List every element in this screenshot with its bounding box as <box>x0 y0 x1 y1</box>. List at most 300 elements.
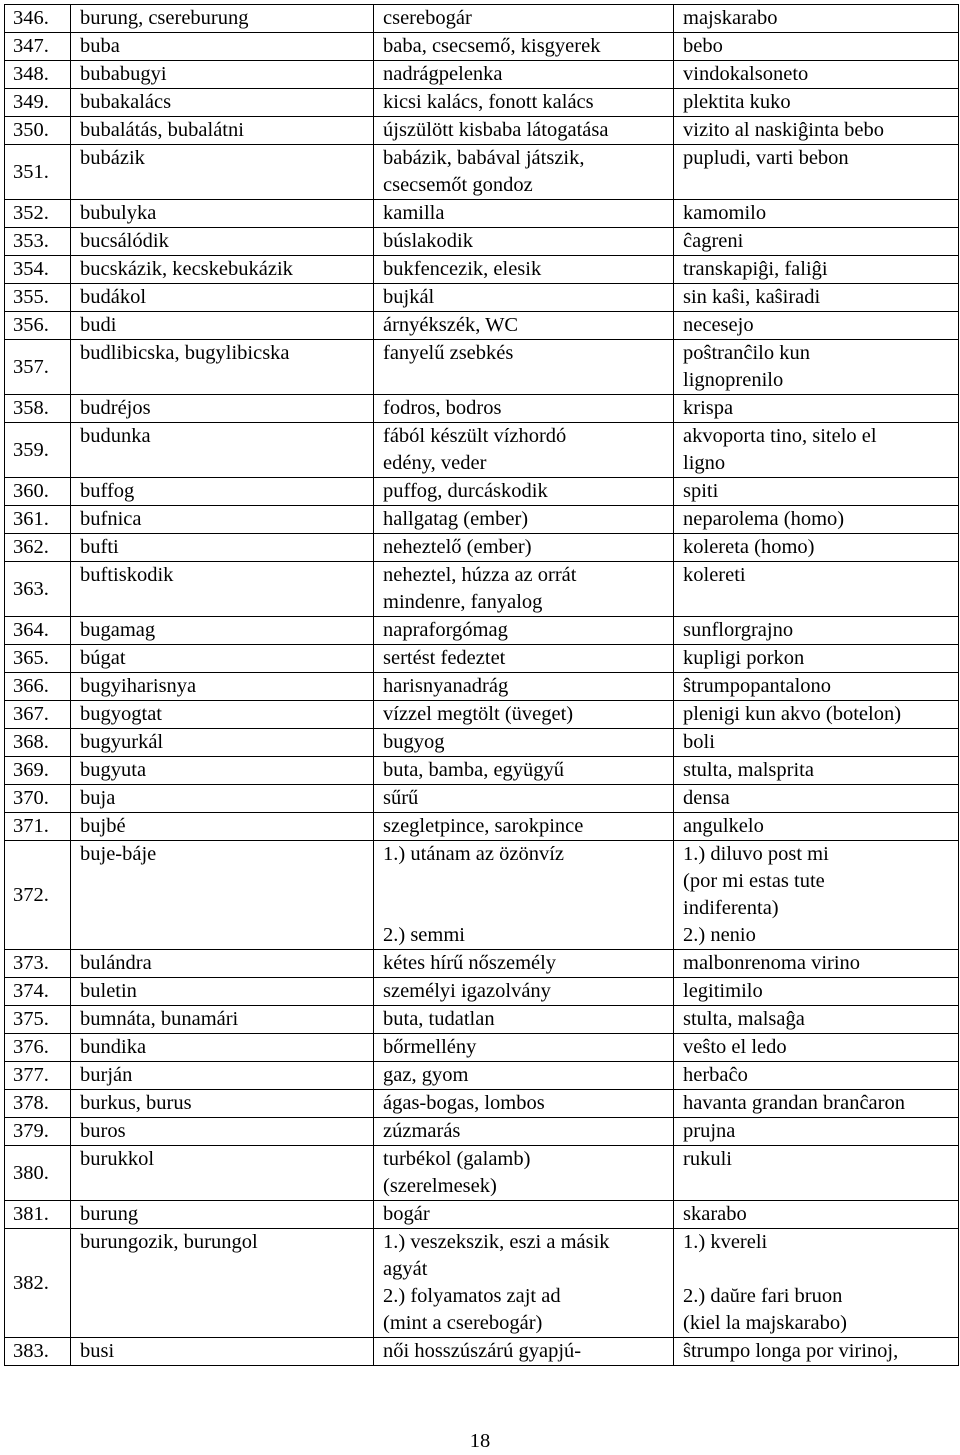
esperanto-translation-line: pupludi, varti bebon <box>683 147 849 169</box>
esperanto-translation-cell <box>674 757 959 785</box>
esperanto-translation-line: kolereti <box>683 564 746 586</box>
entry-word-line: bugyurkál <box>80 731 164 753</box>
esperanto-translation-cell <box>674 478 959 506</box>
table-row <box>5 395 959 423</box>
hungarian-meaning-line: harisnyanadrág <box>383 675 509 697</box>
esperanto-translation-cell <box>674 89 959 117</box>
entry-number: 381. <box>5 1201 71 1229</box>
table-row <box>5 1006 959 1034</box>
hungarian-meaning-line: bukfencezik, elesik <box>383 258 542 280</box>
hungarian-meaning-line: neheztelő (ember) <box>383 536 532 558</box>
entry-word-cell <box>71 701 374 729</box>
entry-word-line: bulándra <box>80 952 152 974</box>
hungarian-meaning-cell <box>374 312 674 340</box>
esperanto-translation-line: boli <box>683 731 715 753</box>
esperanto-translation-line: stulta, malsaĝa <box>683 1008 805 1030</box>
hungarian-meaning-line: kicsi kalács, fonott kalács <box>383 91 594 113</box>
esperanto-translation-line: densa <box>683 787 730 809</box>
hungarian-meaning-cell <box>374 978 674 1006</box>
entry-word-line: bubulyka <box>80 202 157 224</box>
entry-word-cell <box>71 534 374 562</box>
esperanto-translation-line: 2.) nenio <box>683 924 756 946</box>
table-row <box>5 312 959 340</box>
hungarian-meaning-line: bőrmellény <box>383 1036 477 1058</box>
entry-word-cell <box>71 673 374 701</box>
entry-number: 354. <box>5 256 71 284</box>
hungarian-meaning-cell <box>374 506 674 534</box>
esperanto-translation-cell <box>674 950 959 978</box>
esperanto-translation-cell <box>674 562 959 617</box>
esperanto-translation-cell <box>674 841 959 950</box>
esperanto-translation-cell <box>674 423 959 478</box>
entry-number: 374. <box>5 978 71 1006</box>
table-row <box>5 340 959 395</box>
entry-number: 347. <box>5 33 71 61</box>
entry-word-cell <box>71 284 374 312</box>
hungarian-meaning-cell <box>374 1229 674 1338</box>
esperanto-translation-line: sin kaŝi, kaŝiradi <box>683 286 821 308</box>
table-row <box>5 228 959 256</box>
entry-word-line: bubázik <box>80 147 145 169</box>
entry-number: 350. <box>5 117 71 145</box>
esperanto-translation-line: kolereta (homo) <box>683 536 815 558</box>
esperanto-translation-cell <box>674 1090 959 1118</box>
entry-number: 356. <box>5 312 71 340</box>
esperanto-translation-line: 1.) diluvo post mi <box>683 843 829 865</box>
hungarian-meaning-cell <box>374 61 674 89</box>
table-row <box>5 617 959 645</box>
hungarian-meaning-line: 1.) utánam az özönvíz <box>383 843 565 865</box>
table-row <box>5 284 959 312</box>
esperanto-translation-cell <box>674 1118 959 1146</box>
hungarian-meaning-line: puffog, durcáskodik <box>383 480 548 502</box>
entry-word-line: burungozik, burungol <box>80 1231 258 1253</box>
table-row <box>5 978 959 1006</box>
esperanto-translation-cell <box>674 340 959 395</box>
hungarian-meaning-line: mindenre, fanyalog <box>383 591 543 613</box>
entry-word-line: bumnáta, bunamári <box>80 1008 239 1030</box>
esperanto-translation-line: prujna <box>683 1120 736 1142</box>
entry-number: 349. <box>5 89 71 117</box>
table-row <box>5 534 959 562</box>
entry-word-cell <box>71 1229 374 1338</box>
dictionary-table-body <box>5 5 959 1366</box>
entry-word-line: busi <box>80 1340 115 1362</box>
table-row <box>5 478 959 506</box>
entry-number: 371. <box>5 813 71 841</box>
hungarian-meaning-line: bujkál <box>383 286 435 308</box>
entry-word-cell <box>71 950 374 978</box>
entry-number: 355. <box>5 284 71 312</box>
hungarian-meaning-cell <box>374 841 674 950</box>
entry-number: 364. <box>5 617 71 645</box>
hungarian-meaning-line: fából készült vízhordó <box>383 425 567 447</box>
esperanto-translation-line: angulkelo <box>683 815 764 837</box>
hungarian-meaning-line: csecsemőt gondoz <box>383 174 533 196</box>
entry-word-cell <box>71 1118 374 1146</box>
esperanto-translation-line: neparolema (homo) <box>683 508 845 530</box>
esperanto-translation-cell <box>674 33 959 61</box>
esperanto-translation-cell <box>674 1201 959 1229</box>
esperanto-translation-line: kamomilo <box>683 202 767 224</box>
esperanto-translation-line: legitimilo <box>683 980 763 1002</box>
entry-word-cell <box>71 1034 374 1062</box>
entry-number: 378. <box>5 1090 71 1118</box>
hungarian-meaning-line: (szerelmesek) <box>383 1175 497 1197</box>
hungarian-meaning-line: sűrű <box>383 787 419 809</box>
esperanto-translation-cell <box>674 117 959 145</box>
hungarian-meaning-cell <box>374 534 674 562</box>
table-row <box>5 506 959 534</box>
esperanto-translation-line: ŝtrumpopantalono <box>683 675 832 697</box>
entry-word-cell <box>71 1006 374 1034</box>
esperanto-translation-line: ĉagreni <box>683 230 744 252</box>
entry-word-cell <box>71 200 374 228</box>
entry-word-cell <box>71 5 374 33</box>
esperanto-translation-line: (kiel la majskarabo) <box>683 1312 847 1334</box>
hungarian-meaning-cell <box>374 757 674 785</box>
hungarian-meaning-line: bugyog <box>383 731 445 753</box>
table-row <box>5 701 959 729</box>
entry-word-cell <box>71 1062 374 1090</box>
hungarian-meaning-cell <box>374 423 674 478</box>
esperanto-translation-cell <box>674 200 959 228</box>
esperanto-translation-cell <box>674 395 959 423</box>
esperanto-translation-line: rukuli <box>683 1148 732 1170</box>
hungarian-meaning-cell <box>374 1146 674 1201</box>
esperanto-translation-line: malbonrenoma virino <box>683 952 861 974</box>
esperanto-translation-cell <box>674 729 959 757</box>
entry-word-line: burkus, burus <box>80 1092 192 1114</box>
entry-word-line: bugyuta <box>80 759 147 781</box>
esperanto-translation-cell <box>674 1338 959 1366</box>
entry-word-cell <box>71 228 374 256</box>
esperanto-translation-cell <box>674 228 959 256</box>
entry-number: 380. <box>5 1146 71 1201</box>
table-row <box>5 950 959 978</box>
table-row <box>5 841 959 950</box>
hungarian-meaning-cell <box>374 645 674 673</box>
hungarian-meaning-cell <box>374 5 674 33</box>
hungarian-meaning-line: 2.) semmi <box>383 924 465 946</box>
esperanto-translation-line: vindokalsoneto <box>683 63 809 85</box>
entry-word-cell <box>71 312 374 340</box>
table-row <box>5 1118 959 1146</box>
entry-number: 383. <box>5 1338 71 1366</box>
hungarian-meaning-line: fodros, bodros <box>383 397 502 419</box>
esperanto-translation-line: indiferenta) <box>683 897 779 919</box>
entry-word-line: budréjos <box>80 397 151 419</box>
esperanto-translation-cell <box>674 978 959 1006</box>
esperanto-translation-line: lignoprenilo <box>683 369 784 391</box>
entry-word-cell <box>71 145 374 200</box>
hungarian-meaning-line: bogár <box>383 1203 430 1225</box>
entry-number: 353. <box>5 228 71 256</box>
entry-word-line: bubakalács <box>80 91 172 113</box>
entry-word-line: bundika <box>80 1036 147 1058</box>
hungarian-meaning-cell <box>374 785 674 813</box>
hungarian-meaning-cell <box>374 1338 674 1366</box>
entry-word-cell <box>71 729 374 757</box>
table-row <box>5 423 959 478</box>
entry-word-line: buba <box>80 35 120 57</box>
dictionary-table <box>4 4 959 1366</box>
hungarian-meaning-line: (mint a cserebogár) <box>383 1312 543 1334</box>
hungarian-meaning-line: árnyékszék, WC <box>383 314 519 336</box>
table-row <box>5 145 959 200</box>
hungarian-meaning-line: nadrágpelenka <box>383 63 503 85</box>
entry-word-cell <box>71 1090 374 1118</box>
entry-number: 363. <box>5 562 71 617</box>
entry-word-cell <box>71 1146 374 1201</box>
entry-word-line: burján <box>80 1064 133 1086</box>
entry-word-line: buje-báje <box>80 843 157 865</box>
table-row <box>5 757 959 785</box>
hungarian-meaning-cell <box>374 340 674 395</box>
table-row <box>5 1034 959 1062</box>
hungarian-meaning-cell <box>374 701 674 729</box>
table-row <box>5 645 959 673</box>
esperanto-translation-cell <box>674 1006 959 1034</box>
esperanto-translation-cell <box>674 785 959 813</box>
hungarian-meaning-line: vízzel megtölt (üveget) <box>383 703 574 725</box>
esperanto-translation-cell <box>674 1229 959 1338</box>
esperanto-translation-line: bebo <box>683 35 723 57</box>
table-row <box>5 256 959 284</box>
esperanto-translation-line: ŝtrumpo longa por virinoj, <box>683 1340 899 1362</box>
hungarian-meaning-cell <box>374 145 674 200</box>
esperanto-translation-line: veŝto el ledo <box>683 1036 787 1058</box>
hungarian-meaning-line: napraforgómag <box>383 619 508 641</box>
hungarian-meaning-line: buta, bamba, együgyű <box>383 759 565 781</box>
esperanto-translation-line: plenigi kun akvo (botelon) <box>683 703 902 725</box>
entry-number: 346. <box>5 5 71 33</box>
hungarian-meaning-line <box>383 868 673 895</box>
hungarian-meaning-line: kétes hírű nőszemély <box>383 952 557 974</box>
entry-word-line: bucsálódik <box>80 230 169 252</box>
entry-word-cell <box>71 117 374 145</box>
entry-word-cell <box>71 785 374 813</box>
table-row <box>5 200 959 228</box>
hungarian-meaning-cell <box>374 478 674 506</box>
entry-word-cell <box>71 562 374 617</box>
esperanto-translation-line: vizito al naskiĝinta bebo <box>683 119 884 141</box>
entry-number: 370. <box>5 785 71 813</box>
esperanto-translation-cell <box>674 617 959 645</box>
entry-number: 372. <box>5 841 71 950</box>
entry-word-line: burukkol <box>80 1148 155 1170</box>
hungarian-meaning-cell <box>374 1062 674 1090</box>
entry-number: 382. <box>5 1229 71 1338</box>
entry-word-cell <box>71 33 374 61</box>
entry-number: 379. <box>5 1118 71 1146</box>
entry-word-cell <box>71 506 374 534</box>
entry-number: 375. <box>5 1006 71 1034</box>
hungarian-meaning-cell <box>374 950 674 978</box>
hungarian-meaning-line: újszülött kisbaba látogatása <box>383 119 609 141</box>
hungarian-meaning-line: agyát <box>383 1258 428 1280</box>
hungarian-meaning-cell <box>374 284 674 312</box>
esperanto-translation-line: 1.) kvereli <box>683 1231 768 1253</box>
esperanto-translation-line: spiti <box>683 480 719 502</box>
entry-word-line: buftiskodik <box>80 564 174 586</box>
hungarian-meaning-line: gaz, gyom <box>383 1064 469 1086</box>
esperanto-translation-cell <box>674 645 959 673</box>
entry-word-cell <box>71 340 374 395</box>
esperanto-translation-cell <box>674 61 959 89</box>
entry-word-line: bujbé <box>80 815 126 837</box>
table-row <box>5 1146 959 1201</box>
esperanto-translation-line: ligno <box>683 452 726 474</box>
entry-number: 358. <box>5 395 71 423</box>
entry-number: 348. <box>5 61 71 89</box>
entry-word-line: budlibicska, bugylibicska <box>80 342 290 364</box>
entry-number: 368. <box>5 729 71 757</box>
entry-word-line: bugyogtat <box>80 703 162 725</box>
entry-number: 357. <box>5 340 71 395</box>
hungarian-meaning-line: kamilla <box>383 202 445 224</box>
entry-number: 369. <box>5 757 71 785</box>
hungarian-meaning-cell <box>374 33 674 61</box>
esperanto-translation-line: herbaĉo <box>683 1064 748 1086</box>
hungarian-meaning-cell <box>374 1201 674 1229</box>
esperanto-translation-line: majskarabo <box>683 7 778 29</box>
esperanto-translation-cell <box>674 1062 959 1090</box>
hungarian-meaning-line: búslakodik <box>383 230 473 252</box>
esperanto-translation-cell <box>674 701 959 729</box>
esperanto-translation-line: skarabo <box>683 1203 747 1225</box>
entry-number: 376. <box>5 1034 71 1062</box>
hungarian-meaning-line <box>383 895 673 922</box>
table-row <box>5 117 959 145</box>
entry-word-cell <box>71 395 374 423</box>
entry-word-line: burung, csereburung <box>80 7 249 29</box>
table-row <box>5 1229 959 1338</box>
entry-word-line: buffog <box>80 480 135 502</box>
entry-word-line: budákol <box>80 286 147 308</box>
esperanto-translation-line: plektita kuko <box>683 91 791 113</box>
entry-word-line: bugyiharisnya <box>80 675 197 697</box>
entry-number: 352. <box>5 200 71 228</box>
esperanto-translation-cell <box>674 1146 959 1201</box>
hungarian-meaning-line: női hosszúszárú gyapjú- <box>383 1340 582 1362</box>
entry-word-cell <box>71 89 374 117</box>
table-row <box>5 673 959 701</box>
hungarian-meaning-line: szegletpince, sarokpince <box>383 815 584 837</box>
entry-word-cell <box>71 61 374 89</box>
entry-word-cell <box>71 256 374 284</box>
esperanto-translation-line: 2.) daŭre fari bruon <box>683 1285 843 1307</box>
entry-word-cell <box>71 978 374 1006</box>
hungarian-meaning-cell <box>374 729 674 757</box>
entry-word-line: bubabugyi <box>80 63 167 85</box>
esperanto-translation-line <box>683 1256 958 1283</box>
entry-number: 377. <box>5 1062 71 1090</box>
esperanto-translation-cell <box>674 506 959 534</box>
entry-number: 365. <box>5 645 71 673</box>
hungarian-meaning-line: buta, tudatlan <box>383 1008 495 1030</box>
hungarian-meaning-cell <box>374 256 674 284</box>
entry-word-cell <box>71 1338 374 1366</box>
hungarian-meaning-line: cserebogár <box>383 7 472 29</box>
esperanto-translation-cell <box>674 813 959 841</box>
entry-word-line: búgat <box>80 647 126 669</box>
entry-number: 367. <box>5 701 71 729</box>
hungarian-meaning-cell <box>374 228 674 256</box>
entry-word-cell <box>71 423 374 478</box>
hungarian-meaning-line: zúzmarás <box>383 1120 461 1142</box>
entry-number: 359. <box>5 423 71 478</box>
esperanto-translation-cell <box>674 284 959 312</box>
entry-word-cell <box>71 617 374 645</box>
table-row <box>5 1338 959 1366</box>
hungarian-meaning-line: 2.) folyamatos zajt ad <box>383 1285 561 1307</box>
esperanto-translation-line: kupligi porkon <box>683 647 805 669</box>
esperanto-translation-cell <box>674 256 959 284</box>
entry-number: 351. <box>5 145 71 200</box>
esperanto-translation-line: sunflorgrajno <box>683 619 794 641</box>
hungarian-meaning-line: sertést fedeztet <box>383 647 506 669</box>
hungarian-meaning-cell <box>374 1006 674 1034</box>
page-number: 18 <box>469 1430 491 1452</box>
entry-word-cell <box>71 478 374 506</box>
hungarian-meaning-cell <box>374 562 674 617</box>
hungarian-meaning-cell <box>374 395 674 423</box>
esperanto-translation-cell <box>674 534 959 562</box>
entry-word-line: budunka <box>80 425 151 447</box>
esperanto-translation-line: poŝtranĉilo kun <box>683 342 810 364</box>
esperanto-translation-line: (por mi estas tute <box>683 870 825 892</box>
entry-word-line: buletin <box>80 980 137 1002</box>
table-row <box>5 61 959 89</box>
entry-number: 366. <box>5 673 71 701</box>
esperanto-translation-line: stulta, malsprita <box>683 759 814 781</box>
hungarian-meaning-cell <box>374 117 674 145</box>
hungarian-meaning-cell <box>374 1118 674 1146</box>
entry-number: 362. <box>5 534 71 562</box>
table-row <box>5 1062 959 1090</box>
hungarian-meaning-line: edény, veder <box>383 452 487 474</box>
table-row <box>5 729 959 757</box>
table-row <box>5 5 959 33</box>
hungarian-meaning-line: neheztel, húzza az orrát <box>383 564 577 586</box>
hungarian-meaning-cell <box>374 673 674 701</box>
esperanto-translation-cell <box>674 312 959 340</box>
esperanto-translation-cell <box>674 5 959 33</box>
entry-number: 361. <box>5 506 71 534</box>
table-row <box>5 1201 959 1229</box>
entry-word-line: bufnica <box>80 508 142 530</box>
entry-word-line: bugamag <box>80 619 156 641</box>
esperanto-translation-cell <box>674 673 959 701</box>
table-row <box>5 785 959 813</box>
hungarian-meaning-line: hallgatag (ember) <box>383 508 529 530</box>
esperanto-translation-line: havanta grandan branĉaron <box>683 1092 905 1114</box>
esperanto-translation-cell <box>674 145 959 200</box>
hungarian-meaning-cell <box>374 200 674 228</box>
hungarian-meaning-line: ágas-bogas, lombos <box>383 1092 545 1114</box>
esperanto-translation-line: transkapiĝi, faliĝi <box>683 258 828 280</box>
entry-word-line: bufti <box>80 536 119 558</box>
hungarian-meaning-cell <box>374 617 674 645</box>
entry-word-cell <box>71 1201 374 1229</box>
entry-word-line: buros <box>80 1120 126 1142</box>
entry-word-line: buja <box>80 787 116 809</box>
hungarian-meaning-line: turbékol (galamb) <box>383 1148 531 1170</box>
entry-word-cell <box>71 645 374 673</box>
hungarian-meaning-line: személyi igazolvány <box>383 980 551 1002</box>
entry-word-cell <box>71 813 374 841</box>
